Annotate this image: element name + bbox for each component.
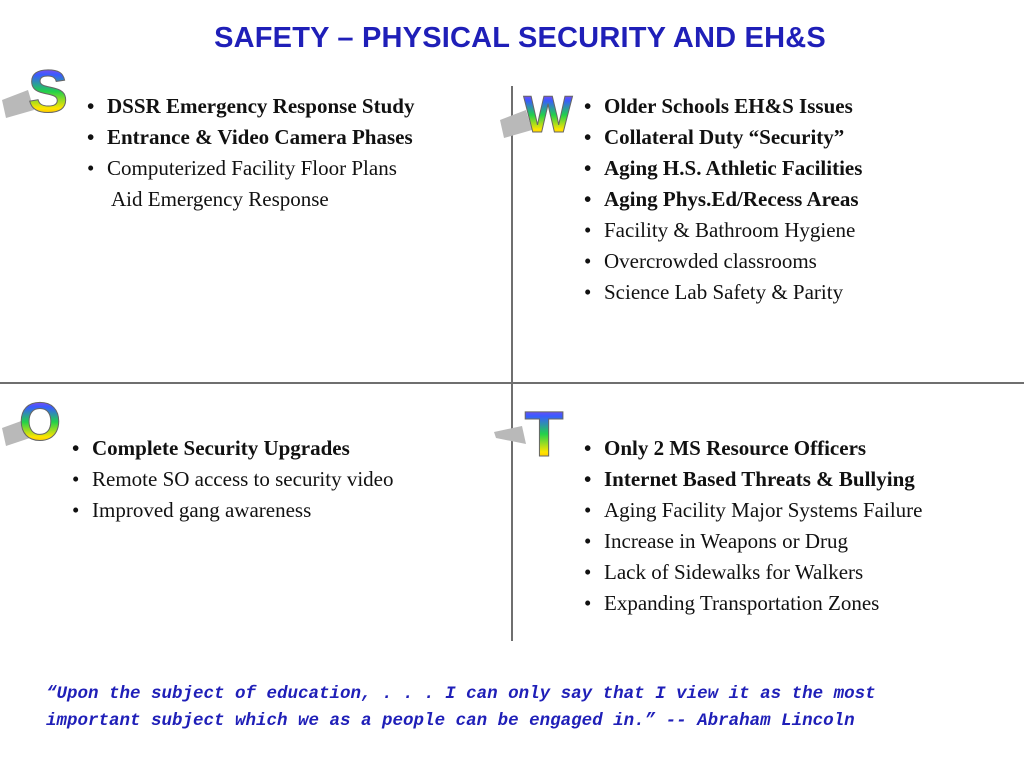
lincoln-quote: [46, 681, 1006, 735]
opportunities-letter: O: [18, 392, 62, 452]
weaknesses-item-3: • Aging H.S. Athletic Facilities: [584, 153, 862, 184]
weaknesses-item-4: • Aging Phys.Ed/Recess Areas: [584, 184, 862, 215]
weaknesses-letter-graphic: [498, 80, 578, 150]
threats-quadrant: [584, 433, 922, 619]
horizontal-divider: [0, 382, 1024, 384]
opportunities-list: [72, 433, 394, 526]
vertical-divider: [511, 86, 513, 641]
weaknesses-item-6: • Overcrowded classrooms: [584, 246, 862, 277]
weaknesses-letter: W: [523, 86, 573, 144]
threats-item-6: • Expanding Transportation Zones: [584, 588, 922, 619]
threats-item-2: • Internet Based Threats & Bullying: [584, 464, 922, 495]
slide-title: SAFETY – PHYSICAL SECURITY AND EH&S: [214, 22, 826, 54]
weaknesses-list: [584, 91, 862, 308]
threats-letter: T: [524, 398, 564, 468]
threats-item-5: • Lack of Sidewalks for Walkers: [584, 557, 922, 588]
strengths-item-1: • DSSR Emergency Response Study: [87, 91, 414, 122]
strengths-item-2: • Entrance & Video Camera Phases: [87, 122, 414, 153]
quote-line-2: important subject which we as a people can be engaged in.” -- Abraham Lincoln: [46, 711, 855, 731]
threats-list: [584, 433, 922, 619]
opportunities-item-3: • Improved gang awareness: [72, 495, 394, 526]
strengths-list: [87, 91, 414, 215]
threats-item-4: • Increase in Weapons or Drug: [584, 526, 922, 557]
threats-letter-icon: [492, 398, 572, 468]
weaknesses-letter-icon: [498, 80, 578, 150]
quote-line-1: “Upon the subject of education, . . . I can only say that I view it as the most: [46, 684, 876, 704]
strengths-letter-icon: [0, 60, 80, 130]
threats-item-3: • Aging Facility Major Systems Failure: [584, 495, 922, 526]
weaknesses-item-1: • Older Schools EH&S Issues: [584, 91, 862, 122]
weaknesses-item-2: • Collateral Duty “Security”: [584, 122, 862, 153]
strengths-item-3: • Computerized Facility Floor Plans: [87, 153, 414, 184]
opportunities-item-1: • Complete Security Upgrades: [72, 433, 394, 464]
strengths-item-3-continuation: Aid Emergency Response: [111, 187, 329, 211]
weaknesses-quadrant: [584, 91, 862, 308]
strengths-letter: S: [27, 60, 69, 125]
weaknesses-item-5: • Facility & Bathroom Hygiene: [584, 215, 862, 246]
strengths-quadrant: [87, 91, 414, 215]
opportunities-letter-icon: [0, 388, 80, 458]
opportunities-letter-graphic: [0, 388, 80, 458]
opportunities-item-2: • Remote SO access to security video: [72, 464, 394, 495]
strengths-letter-graphic: [0, 60, 80, 130]
weaknesses-item-7: • Science Lab Safety & Parity: [584, 277, 862, 308]
opportunities-quadrant: [72, 433, 394, 526]
threats-item-1: • Only 2 MS Resource Officers: [584, 433, 922, 464]
threats-letter-graphic: [492, 398, 572, 468]
